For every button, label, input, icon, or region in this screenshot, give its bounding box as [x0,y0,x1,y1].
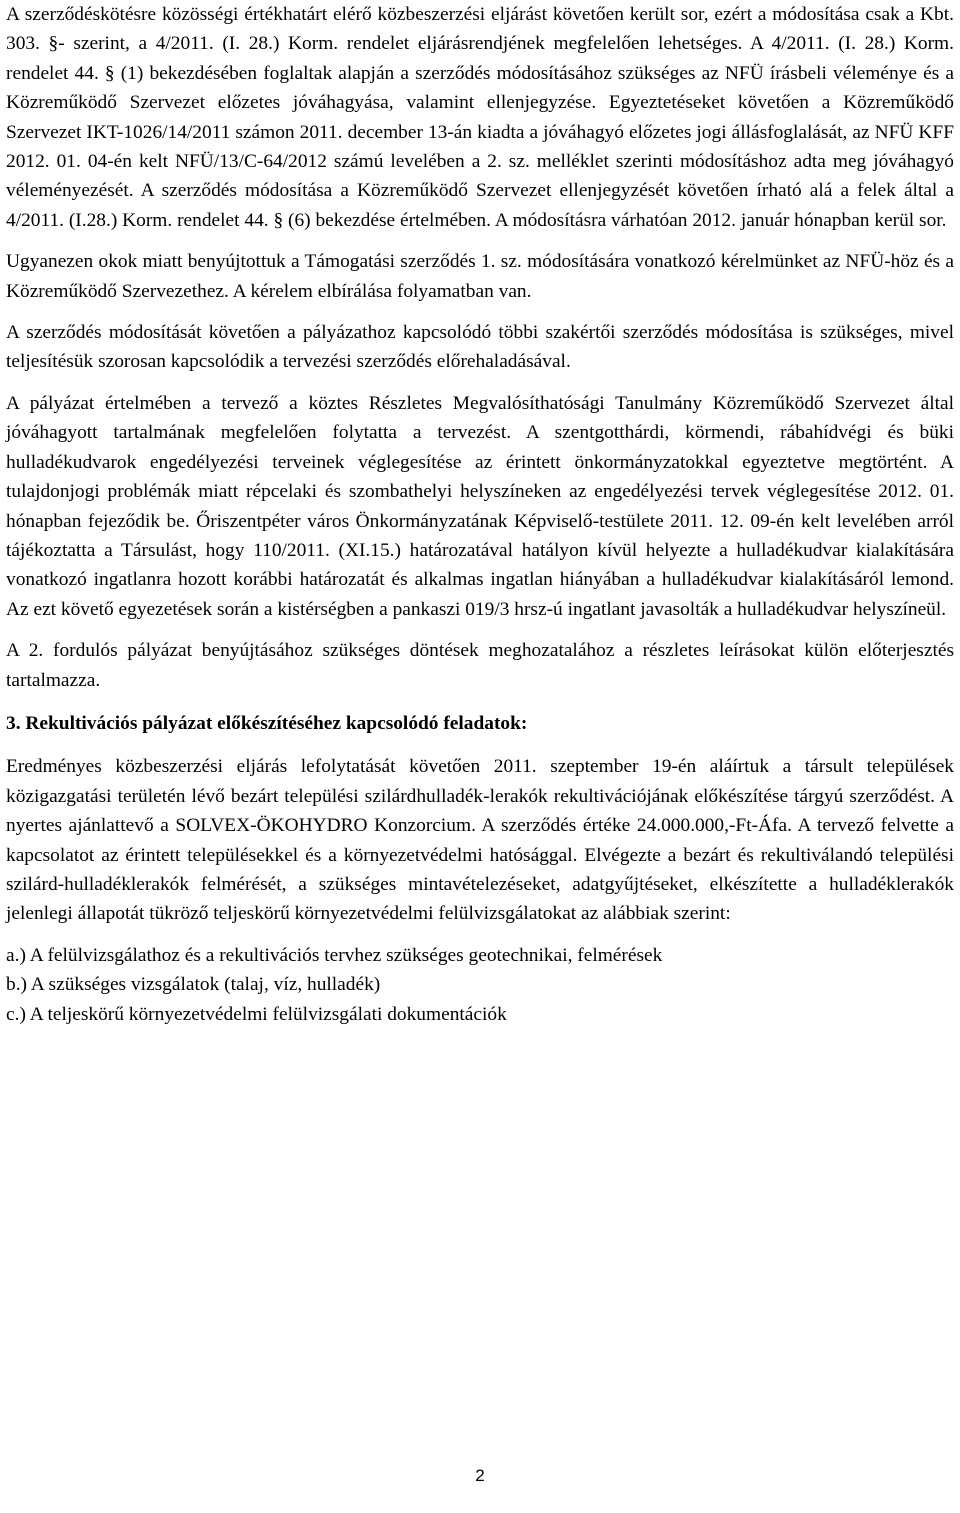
section-heading-recultivation: 3. Rekultivációs pályázat előkészítéséhez kapcsolódó feladatok: [6,712,528,734]
list-item: a.) A felülvizsgálathoz és a rekultivációs tervhez szükséges geotechnikai, felmérések [6,944,663,966]
page-number: 2 [475,1466,485,1485]
list-item: c.) A teljeskörű környezetvédelmi felülvizsgálati dokumentációk [6,1003,507,1025]
list-item: b.) A szükséges vizsgálatok (talaj, víz, hulladék) [6,974,381,996]
document-page [6,0,954,1029]
paragraph-recultivation: Eredményes közbeszerzési eljárás lefolytatását követően 2011. szeptember 19-én aláírtuk a társult települések közigazgatási területén lévő bezárt települési szilárdhulladék-lerakók rekultivációjának előkészítése tárgyú szerződést. A nyertes ajánlattevő a SOLVEX-ÖKOHYDRO Konzorcium. A szerződés értéke 24.000.000,-Ft-Áfa. A tervező felvette a kapcsolatot az érintett településekkel és a környezetvédelmi hatósággal. Elvégezte a bezárt és rekultiválandó települési szilárd-hulladéklerakók felmérését, a szükséges mintavételezéseket, adatgyűjtéseket, elkészítette a hulladéklerakók jelenlegi állapotát tükröző teljeskörű környezetvédelmi felülvizsgálatokat az alábbiak szerint: [6,756,954,925]
paragraph-contract-modification: A szerződéskötésre közösségi értékhatárt elérő közbeszerzési eljárást követően került sor, ezért a módosítása csak a Kbt. 303. §- szerint, a 4/2011. (I. 28.) Korm. rendelet eljárásrendjének megfelelően lehetséges. A 4/2011. (I. 28.) Korm. rendelet 44. § (1) bekezdésében foglaltak alapján a szerződés módosításához szükséges az NFÜ írásbeli véleménye és a Közreműködő Szervezet előzetes jóváhagyása, valamint ellenjegyzése. Egyeztetéseket követően a Közreműködő Szervezet IKT-1026/14/2011 számon 2011. december 13-án kiadta a jóváhagyó előzetes jogi állásfoglalását, az NFÜ KFF 2012. 01. 04-én kelt NFÜ/13/C-64/2012 számú levelében a 2. sz. melléklet szerinti módosításhoz adta meg jóváhagyó véleményezését. A szerződés módosítása a Közreműködő Szervezet ellenjegyzését követően írható alá a felek által a 4/2011. (I.28.) Korm. rendelet 44. § (6) bekezdése értelmében. A módosításra várhatóan 2012. január hónapban kerül sor. [6,4,954,231]
paragraph-grant-contract: Ugyanezen okok miatt benyújtottuk a Támogatási szerződés 1. sz. módosítására vonatkozó kérelmünket az NFÜ-höz és a Közreműködő Szervezethez. A kérelem elbírálása folyamatban van. [6,251,954,302]
paragraph-second-round: A 2. fordulós pályázat benyújtásához szükséges döntések meghozatalához a részletes leírásokat külön előterjesztés tartalmazza. [6,640,954,691]
paragraph-expert-contracts: A szerződés módosítását követően a pályázathoz kapcsolódó többi szakértői szerződés módosítása is szükséges, mivel teljesítésük szorosan kapcsolódik a tervezési szerződés előrehaladásával. [6,322,954,373]
paragraph-planning-progress: A pályázat értelmében a tervező a köztes Részletes Megvalósíthatósági Tanulmány Közreműködő Szervezet által jóváhagyott tartalmának megfelelően folytatta a tervezést. A szentgotthárdi, körmendi, rábahídvégi és büki hulladékudvarok engedélyezési terveinek véglegesítése az érintett önkormányzatokkal egyeztetve megtörtént. A tulajdonjogi problémák miatt répcelaki és szombathelyi helyszíneken az engedélyezési tervek véglegesítése 2012. 01. hónapban fejeződik be. Őriszentpéter város Önkormányzatának Képviselő-testülete 2011. 12. 09-én kelt levelében arról tájékoztatta a Társulást, hogy 110/2011. (XI.15.) határozatával hatályon kívül helyezte a hulladékudvar kialakítására vonatkozó ingatlanra hozott korábbi határozatát és alkalmas ingatlan hiányában a hulladékudvar kialakításáról lemond. Az ezt követő egyezetések során a kistérségben a pankaszi 019/3 hrsz-ú ingatlant javasolták a hulladékudvar helyszíneül. [6,392,954,620]
